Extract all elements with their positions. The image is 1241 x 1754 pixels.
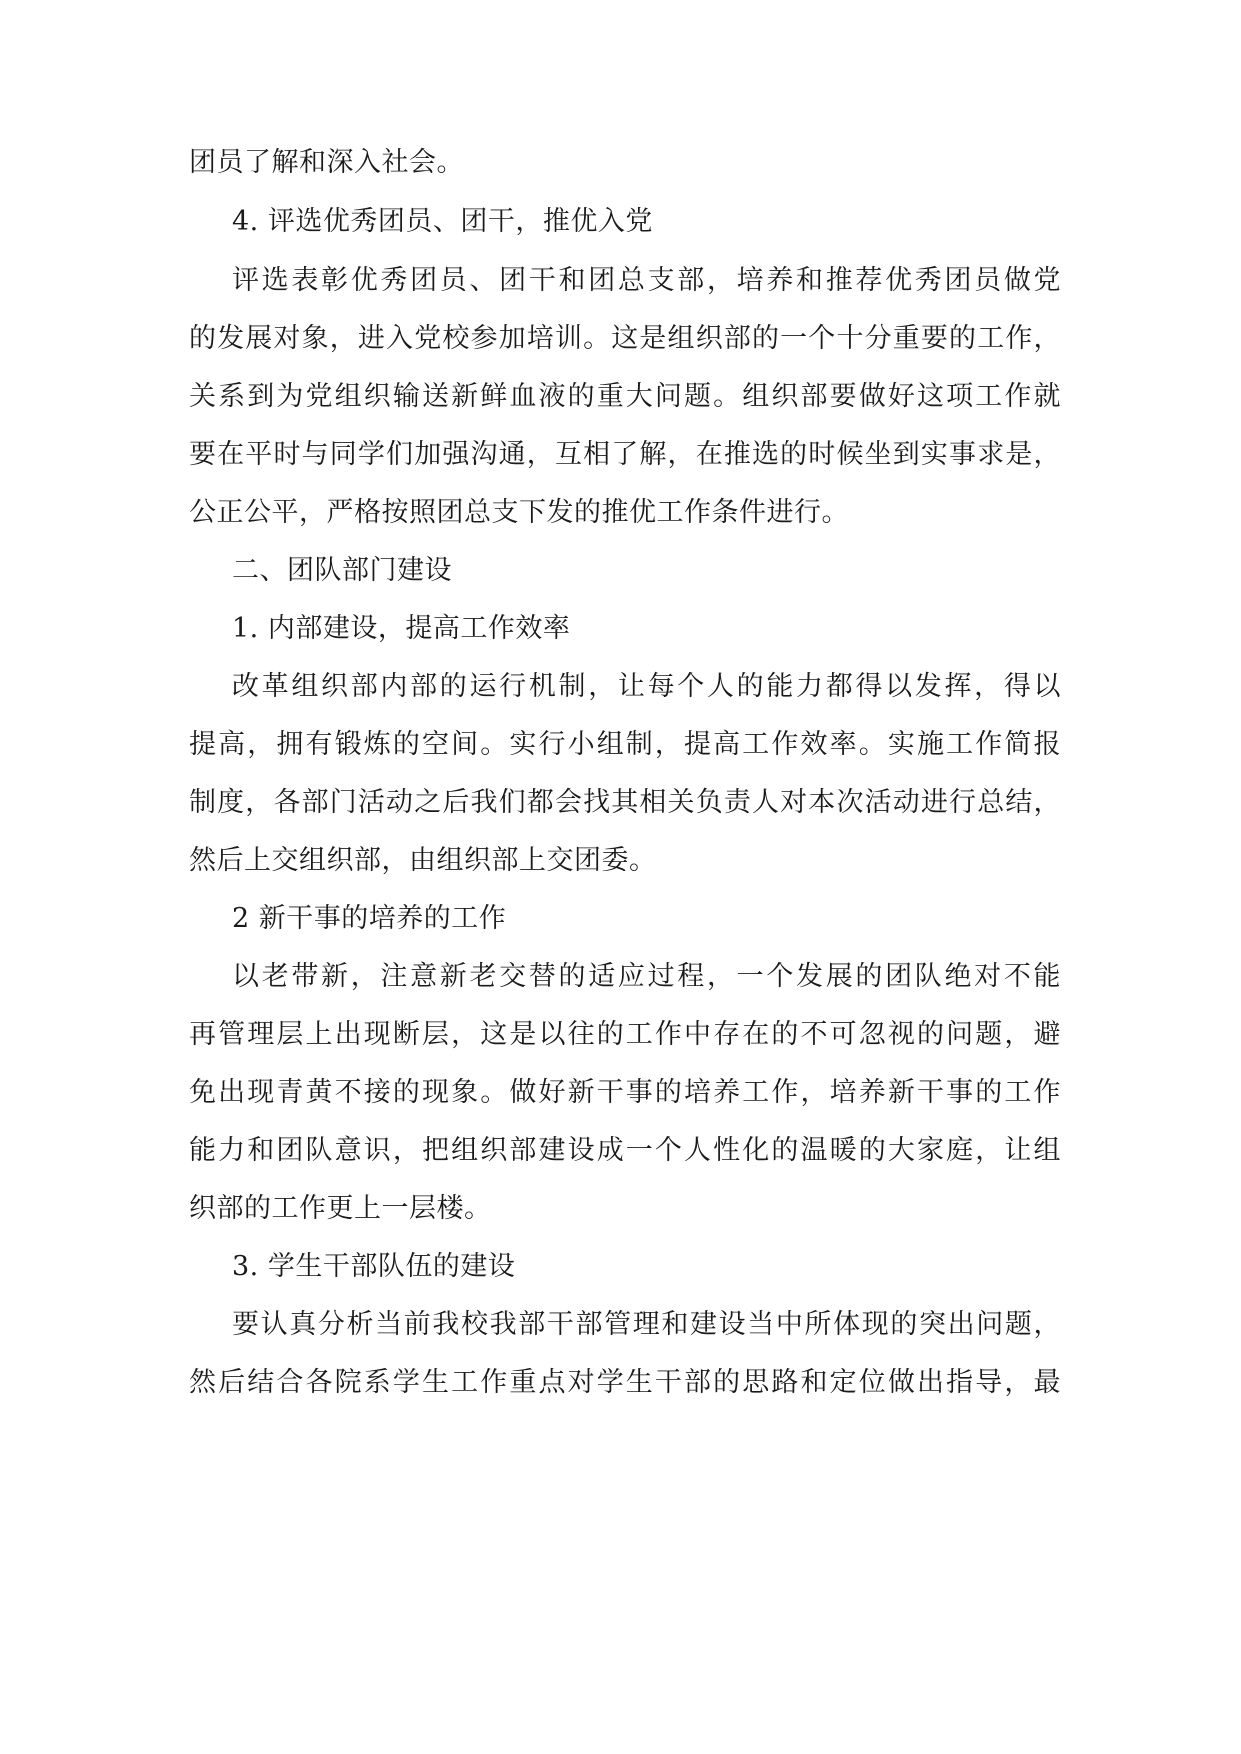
body-text-line: 的发展对象，进入党校参加培训。这是组织部的一个十分重要的工作，: [189, 323, 1061, 354]
body-text-line: 要认真分析当前我校我部干部管理和建设当中所体现的突出问题，: [232, 1309, 1061, 1340]
body-text-line: 提高，拥有锻炼的空间。实行小组制，提高工作效率。实施工作简报: [189, 729, 1061, 760]
body-text-line: 团员了解和深入社会。: [189, 147, 464, 178]
body-text-line: 制度，各部门活动之后我们都会找其相关负责人对本次活动进行总结，: [189, 787, 1061, 818]
body-text-line: 公正公平，严格按照团总支下发的推优工作条件进行。: [189, 497, 849, 528]
body-text-line: 关系到为党组织输送新鲜血液的重大问题。组织部要做好这项工作就: [189, 381, 1061, 412]
body-text-line: 改革组织部内部的运行机制，让每个人的能力都得以发挥，得以: [232, 671, 1061, 702]
body-text-line: 然后结合各院系学生工作重点对学生干部的思路和定位做出指导，最: [189, 1367, 1061, 1398]
body-text-line: 然后上交组织部，由组织部上交团委。: [189, 845, 657, 876]
body-text-line: 免出现青黄不接的现象。做好新干事的培养工作，培养新干事的工作: [189, 1077, 1061, 1108]
body-text-line: 要在平时与同学们加强沟通，互相了解，在推选的时候坐到实事求是，: [189, 439, 1061, 470]
section-heading: 1. 内部建设，提高工作效率: [232, 613, 571, 644]
body-text-line: 织部的工作更上一层楼。: [189, 1193, 492, 1224]
body-text-line: 评选表彰优秀团员、团干和团总支部，培养和推荐优秀团员做党: [232, 265, 1061, 296]
body-text-line: 再管理层上出现断层，这是以往的工作中存在的不可忽视的问题，避: [189, 1019, 1061, 1050]
section-heading: 3. 学生干部队伍的建设: [232, 1251, 516, 1282]
body-text-line: 能力和团队意识，把组织部建设成一个人性化的温暖的大家庭，让组: [189, 1135, 1061, 1166]
section-heading: 二、团队部门建设: [232, 555, 452, 586]
section-heading: 4. 评选优秀团员、团干，推优入党: [232, 206, 653, 237]
body-text-line: 以老带新，注意新老交替的适应过程，一个发展的团队绝对不能: [232, 961, 1061, 992]
section-heading: 2 新干事的培养的工作: [232, 903, 507, 934]
